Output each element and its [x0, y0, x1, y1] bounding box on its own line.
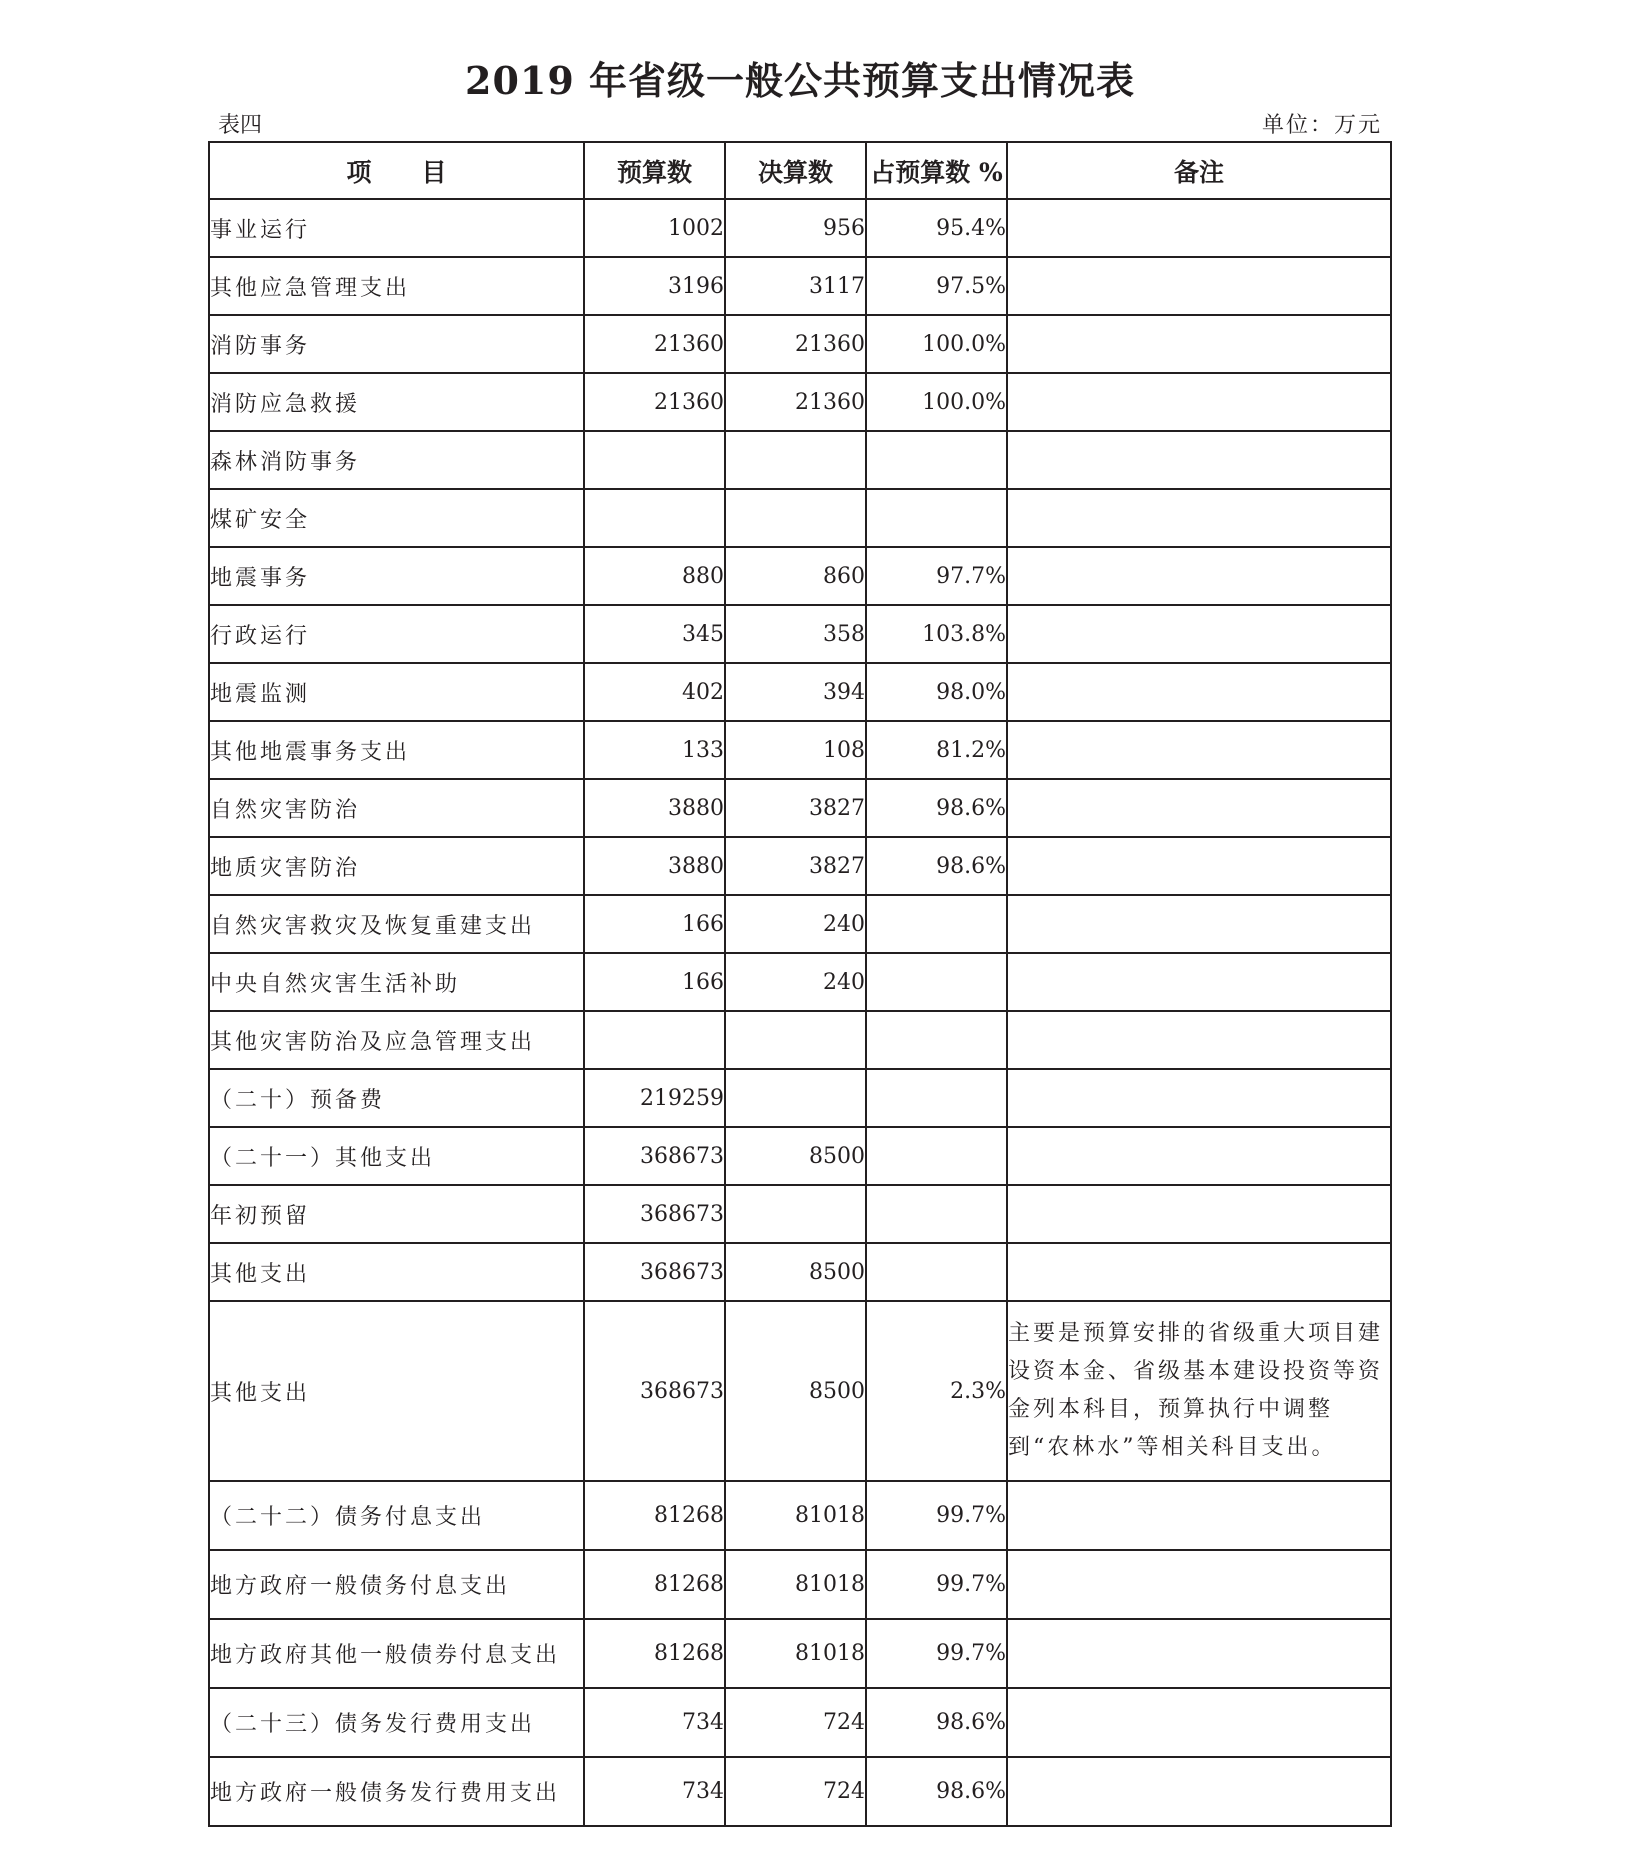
item-cell: 其他灾害防治及应急管理支出: [209, 1011, 584, 1069]
header-budget: 预算数: [584, 142, 725, 199]
note-cell: [1007, 1757, 1391, 1826]
budget-table: [208, 141, 1392, 1827]
note-cell: [1007, 1127, 1391, 1185]
note-cell: [1007, 663, 1391, 721]
item-cell: 森林消防事务: [209, 431, 584, 489]
note-cell: [1007, 1069, 1391, 1127]
item-cell: 行政运行: [209, 605, 584, 663]
item-cell: 煤矿安全: [209, 489, 584, 547]
note-cell: [1007, 199, 1391, 257]
ratio-cell: [866, 431, 1007, 489]
actual-cell: 3827: [725, 779, 866, 837]
actual-cell: 108: [725, 721, 866, 779]
actual-cell: 394: [725, 663, 866, 721]
table-row: [209, 1619, 1391, 1688]
item-cell: （二十）预备费: [209, 1069, 584, 1127]
table-row: [209, 1688, 1391, 1757]
item-cell: 地方政府其他一般债券付息支出: [209, 1619, 584, 1688]
actual-cell: [725, 1011, 866, 1069]
budget-cell: 81268: [584, 1481, 725, 1550]
item-cell: 事业运行: [209, 199, 584, 257]
table-number: 表四: [218, 113, 263, 138]
table-row: [209, 257, 1391, 315]
table-row: [209, 1757, 1391, 1826]
note-cell: [1007, 431, 1391, 489]
note-cell: [1007, 547, 1391, 605]
table-row: [209, 953, 1391, 1011]
budget-cell: 3880: [584, 779, 725, 837]
ratio-cell: [866, 1011, 1007, 1069]
actual-cell: 860: [725, 547, 866, 605]
ratio-cell: [866, 489, 1007, 547]
ratio-cell: 98.6%: [866, 837, 1007, 895]
item-cell: 地质灾害防治: [209, 837, 584, 895]
actual-cell: 240: [725, 953, 866, 1011]
budget-cell: 368673: [584, 1127, 725, 1185]
item-cell: 中央自然灾害生活补助: [209, 953, 584, 1011]
item-cell: 其他应急管理支出: [209, 257, 584, 315]
actual-cell: 724: [725, 1688, 866, 1757]
table-row: [209, 1243, 1391, 1301]
unit-label: 单位：万元: [1262, 113, 1383, 138]
table-row: [209, 837, 1391, 895]
note-cell: [1007, 605, 1391, 663]
budget-cell: 345: [584, 605, 725, 663]
budget-cell: 1002: [584, 199, 725, 257]
note-cell: [1007, 953, 1391, 1011]
note-cell: [1007, 1011, 1391, 1069]
item-cell: 自然灾害防治: [209, 779, 584, 837]
budget-cell: 81268: [584, 1550, 725, 1619]
ratio-cell: 100.0%: [866, 315, 1007, 373]
note-cell: [1007, 895, 1391, 953]
item-cell: 其他地震事务支出: [209, 721, 584, 779]
ratio-cell: 98.6%: [866, 779, 1007, 837]
table-row: [209, 547, 1391, 605]
budget-cell: 81268: [584, 1619, 725, 1688]
budget-cell: 166: [584, 895, 725, 953]
actual-cell: [725, 1185, 866, 1243]
header-row: [209, 142, 1391, 199]
actual-cell: 8500: [725, 1301, 866, 1481]
table-row: [209, 1127, 1391, 1185]
budget-cell: 880: [584, 547, 725, 605]
note-cell: [1007, 779, 1391, 837]
budget-cell: 3196: [584, 257, 725, 315]
ratio-cell: 100.0%: [866, 373, 1007, 431]
ratio-cell: 98.6%: [866, 1757, 1007, 1826]
ratio-cell: 97.7%: [866, 547, 1007, 605]
actual-cell: 240: [725, 895, 866, 953]
budget-cell: 368673: [584, 1301, 725, 1481]
header-actual: 决算数: [725, 142, 866, 199]
actual-cell: 358: [725, 605, 866, 663]
note-cell: [1007, 837, 1391, 895]
budget-cell: [584, 431, 725, 489]
ratio-cell: [866, 953, 1007, 1011]
note-cell: [1007, 1619, 1391, 1688]
item-cell: 消防事务: [209, 315, 584, 373]
ratio-cell: [866, 895, 1007, 953]
actual-cell: [725, 1069, 866, 1127]
note-cell: [1007, 1550, 1391, 1619]
budget-cell: 133: [584, 721, 725, 779]
table-row: [209, 895, 1391, 953]
note-cell: 主要是预算安排的省级重大项目建设资本金、省级基本建设投资等资金列本科目，预算执行中调整到“农林水”等相关科目支出。: [1007, 1301, 1391, 1481]
table-row: [209, 605, 1391, 663]
table-row: [209, 1301, 1391, 1481]
budget-cell: 21360: [584, 373, 725, 431]
actual-cell: 724: [725, 1757, 866, 1826]
actual-cell: 3117: [725, 257, 866, 315]
budget-cell: 734: [584, 1688, 725, 1757]
ratio-cell: 2.3%: [866, 1301, 1007, 1481]
note-cell: [1007, 1688, 1391, 1757]
note-cell: [1007, 721, 1391, 779]
budget-cell: 368673: [584, 1243, 725, 1301]
budget-cell: 219259: [584, 1069, 725, 1127]
ratio-cell: [866, 1243, 1007, 1301]
table-row: [209, 1185, 1391, 1243]
ratio-cell: 98.6%: [866, 1688, 1007, 1757]
item-cell: 年初预留: [209, 1185, 584, 1243]
header-ratio: 占预算数 %: [866, 142, 1007, 199]
header-item: 项 目: [209, 142, 584, 199]
actual-cell: 21360: [725, 373, 866, 431]
note-cell: [1007, 373, 1391, 431]
table-row: [209, 779, 1391, 837]
table-row: [209, 431, 1391, 489]
actual-cell: 81018: [725, 1550, 866, 1619]
item-cell: 消防应急救援: [209, 373, 584, 431]
item-cell: 地方政府一般债务发行费用支出: [209, 1757, 584, 1826]
item-cell: 地方政府一般债务付息支出: [209, 1550, 584, 1619]
item-cell: 地震事务: [209, 547, 584, 605]
table-row: [209, 663, 1391, 721]
budget-cell: 734: [584, 1757, 725, 1826]
item-cell: （二十一）其他支出: [209, 1127, 584, 1185]
note-cell: [1007, 257, 1391, 315]
actual-cell: 81018: [725, 1481, 866, 1550]
ratio-cell: [866, 1127, 1007, 1185]
ratio-cell: 81.2%: [866, 721, 1007, 779]
actual-cell: 3827: [725, 837, 866, 895]
note-cell: [1007, 1243, 1391, 1301]
table-row: [209, 1069, 1391, 1127]
item-cell: 其他支出: [209, 1301, 584, 1481]
item-cell: 其他支出: [209, 1243, 584, 1301]
ratio-cell: 97.5%: [866, 257, 1007, 315]
budget-cell: 166: [584, 953, 725, 1011]
header-note: 备注: [1007, 142, 1391, 199]
actual-cell: 8500: [725, 1243, 866, 1301]
note-cell: [1007, 1481, 1391, 1550]
ratio-cell: 99.7%: [866, 1550, 1007, 1619]
actual-cell: 956: [725, 199, 866, 257]
budget-cell: 368673: [584, 1185, 725, 1243]
ratio-cell: 99.7%: [866, 1481, 1007, 1550]
table-row: [209, 199, 1391, 257]
actual-cell: 8500: [725, 1127, 866, 1185]
note-cell: [1007, 489, 1391, 547]
actual-cell: [725, 489, 866, 547]
table-row: [209, 315, 1391, 373]
table-row: [209, 1550, 1391, 1619]
item-cell: （二十二）债务付息支出: [209, 1481, 584, 1550]
table-row: [209, 373, 1391, 431]
item-cell: （二十三）债务发行费用支出: [209, 1688, 584, 1757]
budget-cell: 21360: [584, 315, 725, 373]
budget-cell: [584, 489, 725, 547]
budget-cell: 402: [584, 663, 725, 721]
table-row: [209, 721, 1391, 779]
item-cell: 地震监测: [209, 663, 584, 721]
ratio-cell: 103.8%: [866, 605, 1007, 663]
budget-cell: 3880: [584, 837, 725, 895]
ratio-cell: [866, 1185, 1007, 1243]
ratio-cell: 99.7%: [866, 1619, 1007, 1688]
item-cell: 自然灾害救灾及恢复重建支出: [209, 895, 584, 953]
ratio-cell: 98.0%: [866, 663, 1007, 721]
actual-cell: 81018: [725, 1619, 866, 1688]
table-row: [209, 1481, 1391, 1550]
table-row: [209, 1011, 1391, 1069]
note-cell: [1007, 1185, 1391, 1243]
budget-cell: [584, 1011, 725, 1069]
actual-cell: 21360: [725, 315, 866, 373]
ratio-cell: 95.4%: [866, 199, 1007, 257]
actual-cell: [725, 431, 866, 489]
ratio-cell: [866, 1069, 1007, 1127]
note-cell: [1007, 315, 1391, 373]
table-row: [209, 489, 1391, 547]
page-title: 2019 年省级一般公共预算支出情况表: [465, 58, 1135, 103]
